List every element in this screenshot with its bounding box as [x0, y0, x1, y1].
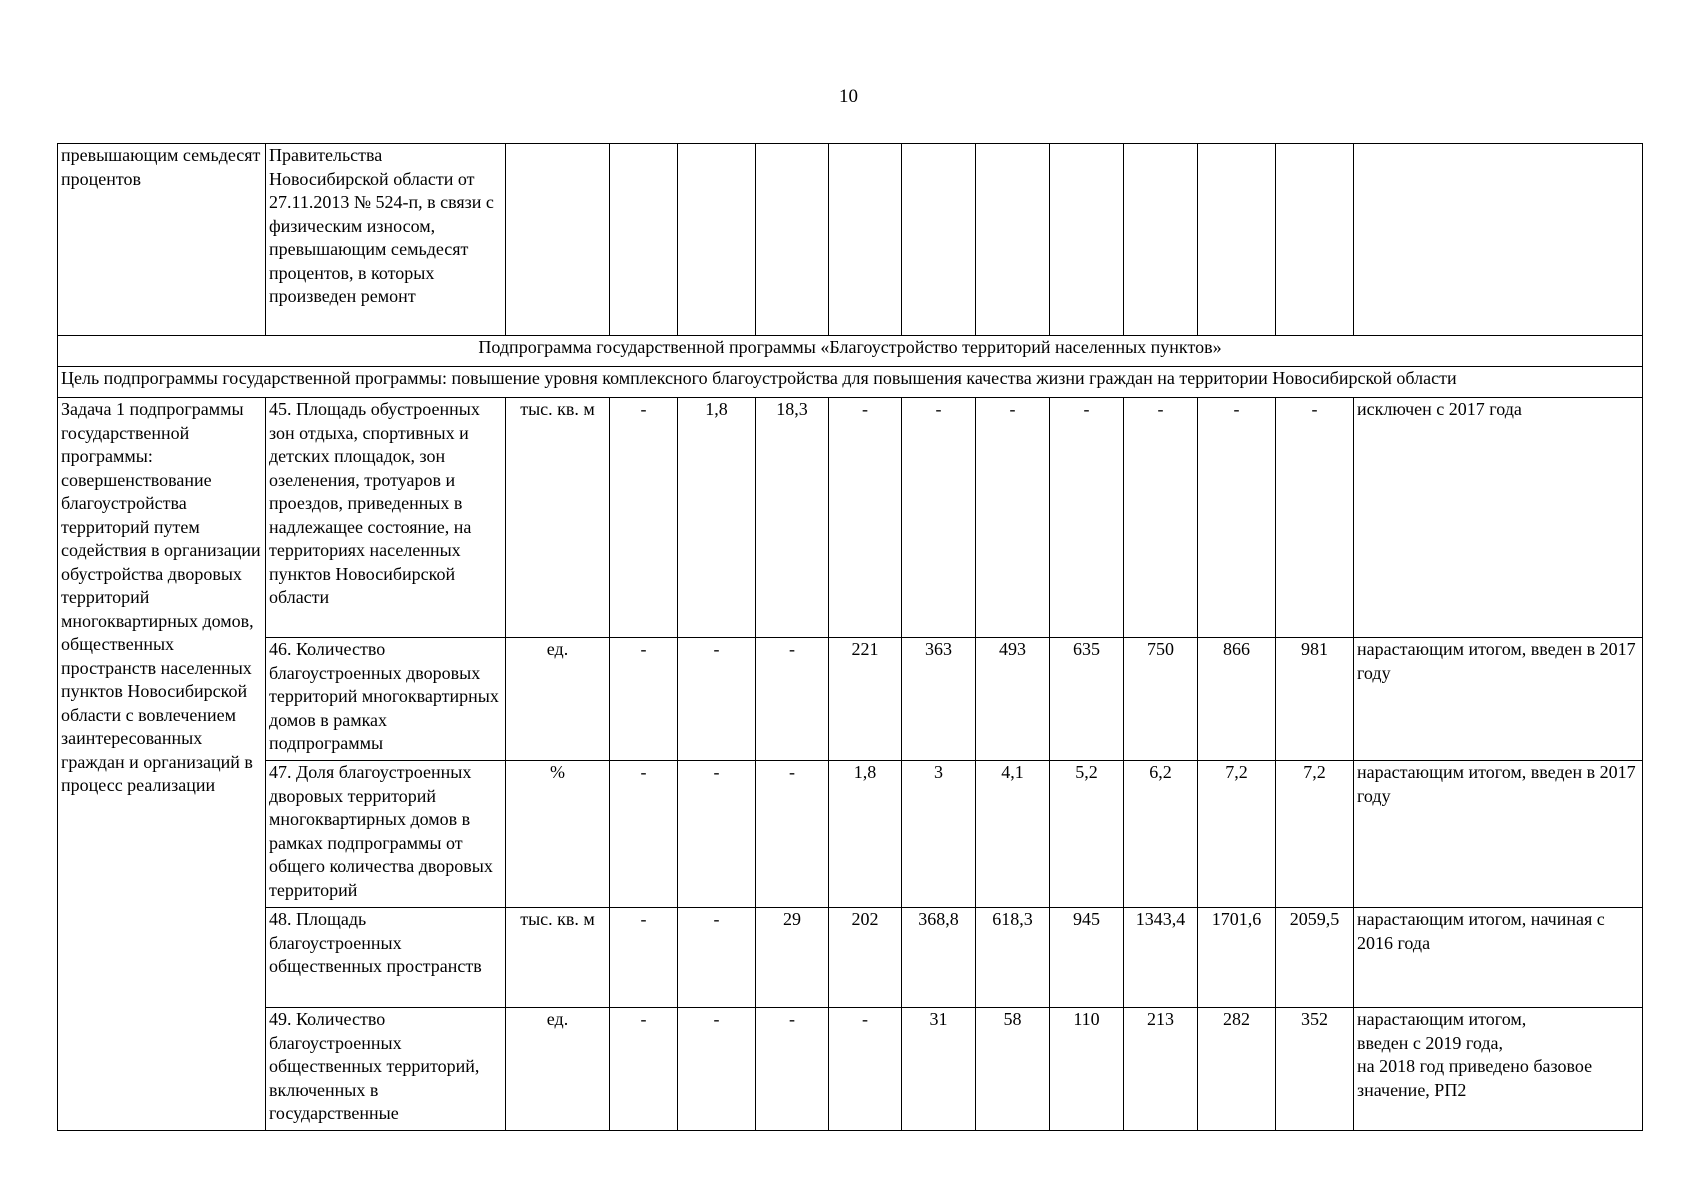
value-cell: -: [610, 1008, 678, 1131]
value-cell: 29: [756, 908, 829, 1008]
value-cell: -: [610, 398, 678, 638]
value-cell: 4,1: [976, 761, 1050, 908]
value-cell: -: [829, 398, 902, 638]
indicator-cell: 45. Площадь обустроенных зон отдыха, спортивных и детских площадок, зон озеленения, тротуаров и проездов, приведенных в надлежащее состояние, на территориях населенных пунктов Новосибирской области: [266, 398, 506, 638]
value-cell: -: [756, 761, 829, 908]
value-cell: 1701,6: [1198, 908, 1276, 1008]
value-cell: 213: [1124, 1008, 1198, 1131]
continuation-row: [58, 144, 1643, 336]
unit-cell: ед.: [506, 638, 610, 761]
value-cell: -: [678, 908, 756, 1008]
note-line: нарастающим итогом,: [1357, 1009, 1527, 1029]
value-cell: -: [756, 638, 829, 761]
value-cell: 368,8: [902, 908, 976, 1008]
note-line: на 2018 год приведено базовое: [1357, 1056, 1593, 1076]
value-cell: 110: [1050, 1008, 1124, 1131]
value-cell: 18,3: [756, 398, 829, 638]
value-cell: 750: [1124, 638, 1198, 761]
value-cell: 221: [829, 638, 902, 761]
value-cell: -: [678, 1008, 756, 1131]
value-cell: 7,2: [1198, 761, 1276, 908]
table-row: [58, 1008, 1643, 1131]
indicators-table: [57, 143, 1643, 1131]
note-cell: исключен с 2017 года: [1354, 398, 1643, 638]
value-cell: -: [756, 1008, 829, 1131]
value-cell: -: [1198, 398, 1276, 638]
value-cell: 1,8: [678, 398, 756, 638]
value-cell: -: [678, 638, 756, 761]
value-cell: -: [1050, 398, 1124, 638]
value-cell: -: [829, 1008, 902, 1131]
unit-cell: ед.: [506, 1008, 610, 1131]
value-cell: -: [902, 398, 976, 638]
table-row: [58, 761, 1643, 908]
value-cell: -: [1124, 398, 1198, 638]
value-cell: 7,2: [1276, 761, 1354, 908]
value-cell: -: [678, 761, 756, 908]
value-cell: 31: [902, 1008, 976, 1131]
value-cell: 2059,5: [1276, 908, 1354, 1008]
value-cell: 1343,4: [1124, 908, 1198, 1008]
table-row: [58, 398, 1643, 638]
note-line: значение, РП2: [1357, 1079, 1467, 1100]
value-cell: 352: [1276, 1008, 1354, 1131]
value-cell: -: [610, 761, 678, 908]
value-cell: 1,8: [829, 761, 902, 908]
value-cell: 493: [976, 638, 1050, 761]
subprogram-goal: Цель подпрограммы государственной программы: повышение уровня комплексного благоустройства для повышения качества жизни граждан на территории Новосибирской области: [58, 367, 1643, 398]
page-number: 10: [839, 86, 858, 107]
value-cell: 635: [1050, 638, 1124, 761]
value-cell: 6,2: [1124, 761, 1198, 908]
task-cell: Задача 1 подпрограммы государственной программы: совершенствование благоустройства территорий путем содействия в организации обустройства дворовых территорий многоквартирных домов, общественных пространств населенных пунктов Новосибирской области с вовлечением заинтересованных граждан и организаций в процесс реализации: [58, 398, 266, 1131]
value-cell: -: [976, 398, 1050, 638]
value-cell: 5,2: [1050, 761, 1124, 908]
value-cell: 981: [1276, 638, 1354, 761]
subprogram-title: Подпрограмма государственной программы «Благоустройство территорий населенных пунктов»: [58, 336, 1643, 367]
indicator-cell: 46. Количество благоустроенных дворовых территорий многоквартирных домов в рамках подпрограммы: [266, 638, 506, 761]
value-cell: 866: [1198, 638, 1276, 761]
value-cell: 282: [1198, 1008, 1276, 1131]
note-cell: [1354, 1008, 1643, 1131]
note-cell: нарастающим итогом, введен в 2017 году: [1354, 638, 1643, 761]
continuation-col1: превышающим семьдесят процентов: [58, 144, 266, 336]
value-cell: 945: [1050, 908, 1124, 1008]
value-cell: -: [610, 638, 678, 761]
note-cell: нарастающим итогом, введен в 2017 году: [1354, 761, 1643, 908]
note-cell: нарастающим итогом, начиная с 2016 года: [1354, 908, 1643, 1008]
value-cell: 3: [902, 761, 976, 908]
value-cell: 363: [902, 638, 976, 761]
unit-cell: тыс. кв. м: [506, 398, 610, 638]
table-row: [58, 908, 1643, 1008]
indicator-cell: 48. Площадь благоустроенных общественных пространств: [266, 908, 506, 1008]
value-cell: 202: [829, 908, 902, 1008]
value-cell: -: [610, 908, 678, 1008]
continuation-col2: Правительства Новосибирской области от 27.11.2013 № 524-п, в связи с физическим износом, превышающим семьдесят процентов, в которых произведен ремонт: [266, 144, 506, 336]
indicator-cell: 47. Доля благоустроенных дворовых территорий многоквартирных домов в рамках подпрограммы от общего количества дворовых территорий: [266, 761, 506, 908]
table-row: [58, 638, 1643, 761]
unit-cell: тыс. кв. м: [506, 908, 610, 1008]
unit-cell: %: [506, 761, 610, 908]
value-cell: 618,3: [976, 908, 1050, 1008]
value-cell: -: [1276, 398, 1354, 638]
indicator-cell: 49. Количество благоустроенных общественных территорий, включенных в государственные: [266, 1008, 506, 1131]
note-line: введен с 2019 года,: [1357, 1032, 1503, 1053]
value-cell: 58: [976, 1008, 1050, 1131]
